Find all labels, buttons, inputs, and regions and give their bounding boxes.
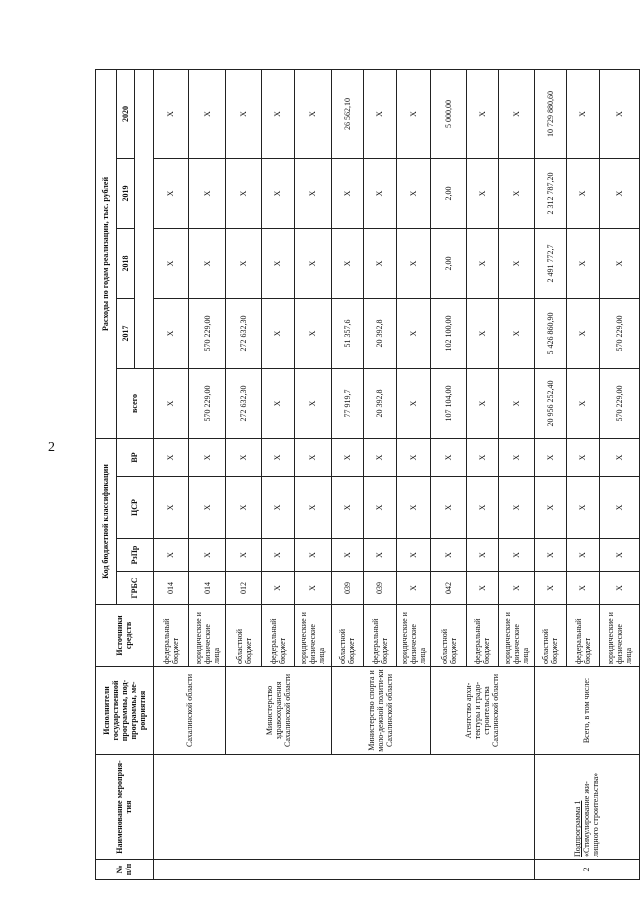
cell-2020: 10 729 880,60	[534, 69, 567, 158]
cell-executor: Всего, в том числе:	[534, 667, 639, 755]
cell-2019: Х	[331, 158, 364, 228]
cell-2017: Х	[567, 298, 600, 368]
cell-2020: Х	[396, 69, 431, 158]
cell-source: федеральный бюджет	[567, 605, 600, 667]
cell-grbs: Х	[534, 572, 567, 605]
cell-source: областной бюджет	[534, 605, 567, 667]
cell-source: областной бюджет	[431, 605, 467, 667]
cell-num-empty	[153, 860, 534, 880]
cell-source: федеральный бюджет	[467, 605, 498, 667]
cell-grbs: 042	[431, 572, 467, 605]
cell-vr: Х	[467, 438, 498, 476]
header-source: Источники средств	[96, 605, 154, 667]
cell-source: юридические и физические лица	[599, 605, 639, 667]
cell-grbs: Х	[294, 572, 331, 605]
cell-rzpr: Х	[294, 539, 331, 572]
cell-csr: Х	[534, 477, 567, 539]
header-2017: 2017	[116, 298, 134, 368]
page-number: 2	[48, 440, 55, 455]
cell-total: Х	[396, 368, 431, 438]
cell-total: 570 229,00	[599, 368, 639, 438]
cell-rzpr: Х	[431, 539, 467, 572]
cell-total: 20 956 252,40	[534, 368, 567, 438]
cell-2017: Х	[153, 298, 189, 368]
cell-2019: Х	[226, 158, 262, 228]
cell-2019: Х	[294, 158, 331, 228]
cell-2017: 570 229,00	[599, 298, 639, 368]
cell-2020: 5 000,00	[431, 69, 467, 158]
cell-csr: Х	[331, 477, 364, 539]
cell-2017: 102 100,00	[431, 298, 467, 368]
cell-2017: 20 392,8	[364, 298, 397, 368]
cell-2018: Х	[262, 228, 295, 298]
cell-total: 20 392,8	[364, 368, 397, 438]
cell-source: областной бюджет	[226, 605, 262, 667]
cell-csr: Х	[599, 477, 639, 539]
cell-csr: Х	[226, 477, 262, 539]
cell-grbs: Х	[262, 572, 295, 605]
cell-vr: Х	[534, 438, 567, 476]
cell-2020: Х	[226, 69, 262, 158]
cell-2018: Х	[226, 228, 262, 298]
cell-csr: Х	[567, 477, 600, 539]
cell-2017: 51 357,6	[331, 298, 364, 368]
cell-vr: Х	[498, 438, 534, 476]
cell-name-empty	[153, 755, 534, 860]
cell-2019: Х	[189, 158, 226, 228]
cell-2020: Х	[294, 69, 331, 158]
cell-total: 77 919,7	[331, 368, 364, 438]
cell-2018: Х	[153, 228, 189, 298]
cell-rzpr: Х	[364, 539, 397, 572]
cell-2019: Х	[396, 158, 431, 228]
cell-grbs: Х	[567, 572, 600, 605]
cell-2018: Х	[364, 228, 397, 298]
cell-vr: Х	[153, 438, 189, 476]
cell-rzpr: Х	[567, 539, 600, 572]
cell-2019: Х	[153, 158, 189, 228]
cell-2019: Х	[498, 158, 534, 228]
header-budget-code: Код бюджетной классификации	[96, 438, 117, 604]
header-2019: 2019	[116, 158, 134, 228]
cell-rzpr: Х	[599, 539, 639, 572]
cell-2017: Х	[262, 298, 295, 368]
cell-vr: Х	[396, 438, 431, 476]
cell-2018: 2,00	[431, 228, 467, 298]
cell-grbs: Х	[396, 572, 431, 605]
cell-csr: Х	[294, 477, 331, 539]
cell-2020: 26 562,10	[331, 69, 364, 158]
cell-csr: Х	[467, 477, 498, 539]
cell-2018: Х	[567, 228, 600, 298]
cell-2019: Х	[364, 158, 397, 228]
cell-2019: Х	[467, 158, 498, 228]
header-name: Наименование мероприя-тия	[96, 755, 154, 860]
cell-total: Х	[153, 368, 189, 438]
cell-grbs: Х	[467, 572, 498, 605]
cell-vr: Х	[567, 438, 600, 476]
cell-source: федеральный бюджет	[364, 605, 397, 667]
header-2018: 2018	[116, 228, 134, 298]
cell-csr: Х	[262, 477, 295, 539]
cell-2020: Х	[567, 69, 600, 158]
cell-grbs: 012	[226, 572, 262, 605]
cell-vr: Х	[364, 438, 397, 476]
cell-grbs: Х	[498, 572, 534, 605]
cell-2020: Х	[599, 69, 639, 158]
cell-grbs: 039	[331, 572, 364, 605]
cell-2017: 272 632,30	[226, 298, 262, 368]
cell-2020: Х	[262, 69, 295, 158]
subprogram-title: Подпрограмма 1	[573, 800, 583, 857]
cell-2019: 2,00	[431, 158, 467, 228]
cell-csr: Х	[153, 477, 189, 539]
cell-2017: 5 426 860,90	[534, 298, 567, 368]
cell-total: 272 632,30	[226, 368, 262, 438]
cell-executor: Министерство здравоохранения Сахалинской области	[226, 667, 331, 755]
cell-2020: Х	[189, 69, 226, 158]
cell-total: Х	[294, 368, 331, 438]
cell-vr: Х	[226, 438, 262, 476]
cell-source: юридические и физические лица	[294, 605, 331, 667]
cell-source: федеральный бюджет	[262, 605, 295, 667]
cell-total: Х	[262, 368, 295, 438]
cell-2018: Х	[294, 228, 331, 298]
cell-source: юридические и физические лица	[396, 605, 431, 667]
cell-executor: Агентство архи-тектуры и градо-строительства Сахалинской области	[431, 667, 534, 755]
cell-rzpr: Х	[534, 539, 567, 572]
cell-csr: Х	[498, 477, 534, 539]
cell-vr: Х	[431, 438, 467, 476]
cell-executor: Министерство спорта и моло-дежной полити-ки Сахалинской области	[331, 667, 431, 755]
cell-source: юридические и физические лица	[498, 605, 534, 667]
cell-source: федеральный бюджет	[153, 605, 189, 667]
budget-table-wrapper	[95, 70, 640, 880]
cell-2019: Х	[262, 158, 295, 228]
cell-grbs: 014	[189, 572, 226, 605]
cell-2018: Х	[498, 228, 534, 298]
cell-total: Х	[498, 368, 534, 438]
budget-table	[95, 69, 640, 880]
cell-csr: Х	[364, 477, 397, 539]
cell-vr: Х	[599, 438, 639, 476]
cell-2020: Х	[467, 69, 498, 158]
cell-2018: Х	[599, 228, 639, 298]
cell-2017: Х	[294, 298, 331, 368]
cell-csr: Х	[189, 477, 226, 539]
cell-2020: Х	[153, 69, 189, 158]
cell-rzpr: Х	[331, 539, 364, 572]
cell-rzpr: Х	[498, 539, 534, 572]
cell-total: 570 229,00	[189, 368, 226, 438]
cell-2020: Х	[498, 69, 534, 158]
cell-2019: Х	[599, 158, 639, 228]
cell-rzpr: Х	[467, 539, 498, 572]
cell-2018: Х	[189, 228, 226, 298]
header-rzpr: РзПр	[116, 539, 153, 572]
header-csr: ЦСР	[116, 477, 153, 539]
cell-vr: Х	[331, 438, 364, 476]
cell-2020: Х	[364, 69, 397, 158]
cell-rzpr: Х	[396, 539, 431, 572]
header-num: № п/п	[96, 860, 154, 880]
cell-2018: Х	[467, 228, 498, 298]
cell-csr: Х	[396, 477, 431, 539]
cell-source: областной бюджет	[331, 605, 364, 667]
header-grbs: ГРБС	[116, 572, 153, 605]
cell-2017: Х	[467, 298, 498, 368]
cell-2018: Х	[396, 228, 431, 298]
cell-2017: Х	[396, 298, 431, 368]
header-row-1	[96, 69, 117, 879]
cell-2018: Х	[331, 228, 364, 298]
cell-grbs: 014	[153, 572, 189, 605]
cell-rzpr: Х	[153, 539, 189, 572]
subprogram-desc: «Стимулирование жи-лищного строительства»	[582, 772, 601, 857]
cell-total: 107 104,00	[431, 368, 467, 438]
cell-vr: Х	[262, 438, 295, 476]
header-total: всего	[116, 368, 153, 438]
cell-num: 2	[534, 860, 639, 880]
cell-executor: Сахалинской области	[153, 667, 226, 755]
table-row	[153, 69, 189, 879]
cell-rzpr: Х	[189, 539, 226, 572]
header-years-filler	[135, 69, 153, 368]
cell-csr: Х	[431, 477, 467, 539]
header-vr: ВР	[116, 438, 153, 476]
cell-2017: 570 229,00	[189, 298, 226, 368]
cell-rzpr: Х	[262, 539, 295, 572]
cell-2019: Х	[567, 158, 600, 228]
cell-total: Х	[467, 368, 498, 438]
cell-2018: 2 491 772,7	[534, 228, 567, 298]
header-expenses: Расходы по годам реализации, тыс. рублей	[96, 69, 117, 438]
cell-2019: 2 312 787,20	[534, 158, 567, 228]
header-2020: 2020	[116, 69, 134, 158]
cell-vr: Х	[294, 438, 331, 476]
table-row	[534, 69, 567, 879]
cell-source: юридические и физические лица	[189, 605, 226, 667]
cell-vr: Х	[189, 438, 226, 476]
header-executor: Исполнители государственной программы, под-программы, ме-роприятия	[96, 667, 154, 755]
cell-grbs: 039	[364, 572, 397, 605]
cell-total: Х	[567, 368, 600, 438]
cell-subprogram-name	[534, 755, 639, 860]
cell-rzpr: Х	[226, 539, 262, 572]
cell-grbs: Х	[599, 572, 639, 605]
cell-2017: Х	[498, 298, 534, 368]
